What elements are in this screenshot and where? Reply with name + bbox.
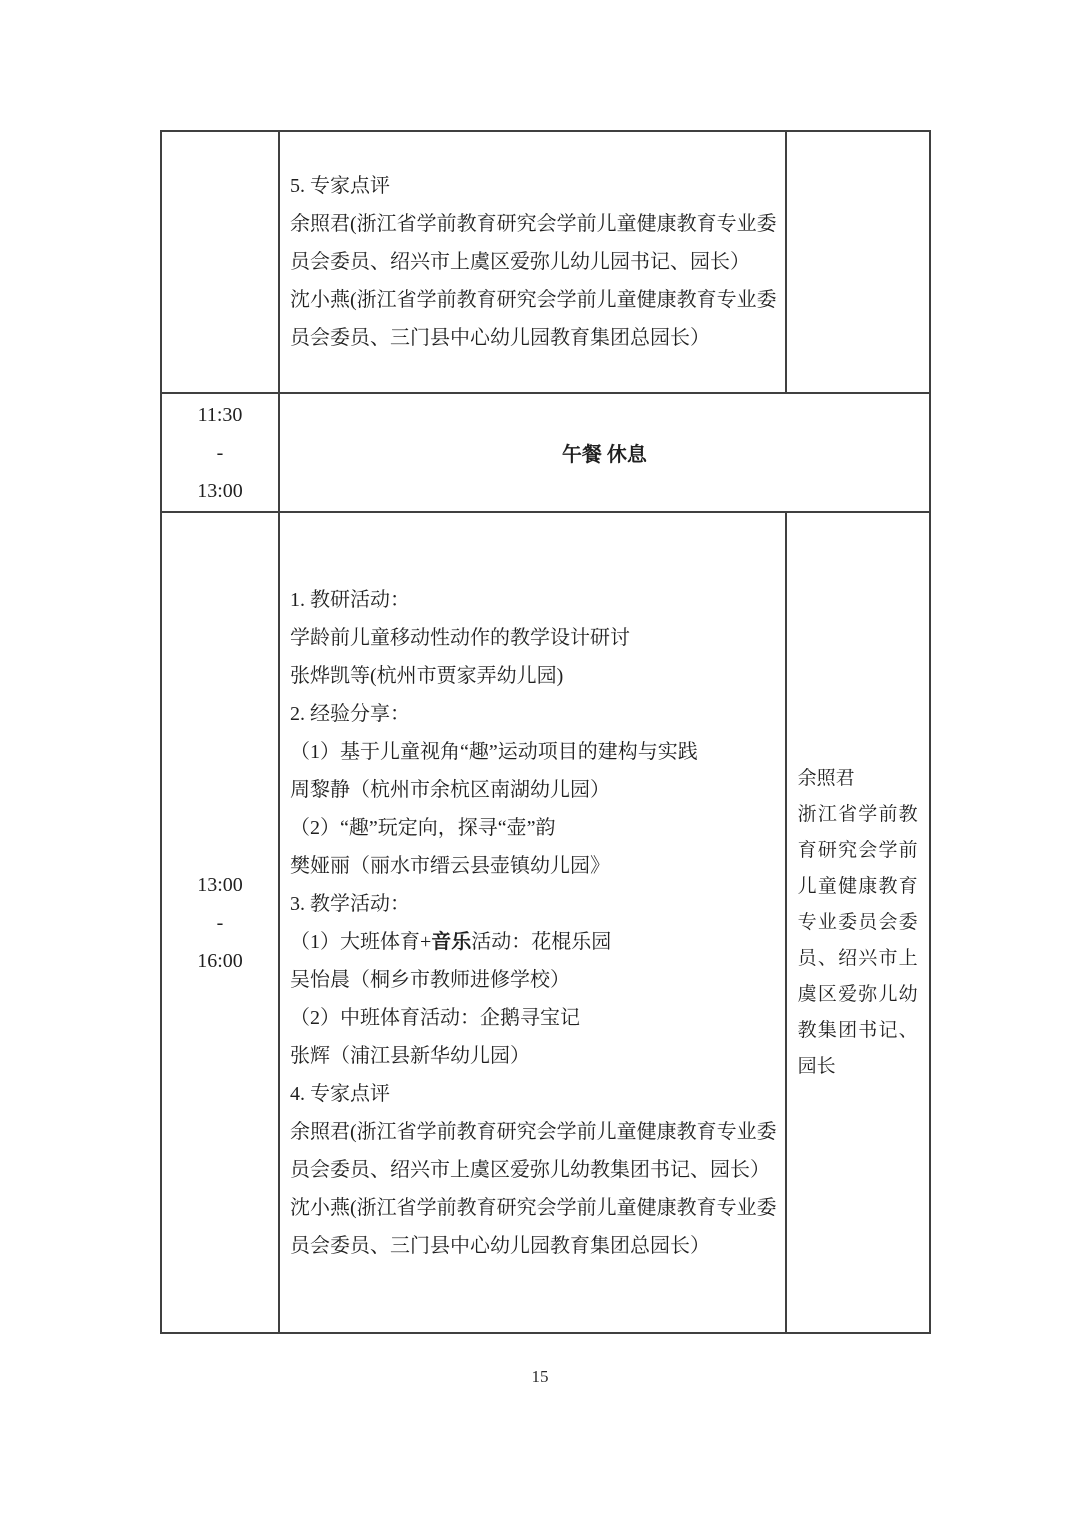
agenda-line: 余照君(浙江省学前教育研究会学前儿童健康教育专业委 [290, 213, 777, 235]
agenda-line: 1. 教研活动： [290, 588, 410, 611]
time-end: 13:00 [197, 479, 243, 502]
page-number: 15 [531, 1367, 549, 1386]
agenda-line: 周黎静（杭州市余杭区南湖幼儿园） [290, 778, 610, 801]
expert-cell-afternoon [786, 512, 930, 1333]
table-row-lunch [161, 393, 930, 512]
table-row-afternoon [161, 512, 930, 1333]
time-start: 11:30 [197, 403, 243, 426]
agenda-line: 2. 经验分享： [290, 702, 410, 725]
agenda-line: 员会委员、三门县中心幼儿园教育集团总园长） [290, 327, 710, 349]
expert-desc-line: 虞区爱弥儿幼 [797, 983, 918, 1005]
expert-desc-line: 专业委员会委 [797, 911, 918, 933]
agenda-line: 余照君(浙江省学前教育研究会学前儿童健康教育专业委 [290, 1120, 777, 1143]
schedule-table [160, 130, 931, 1334]
agenda-line: 沈小燕(浙江省学前教育研究会学前儿童健康教育专业委 [290, 289, 777, 311]
agenda-line-post: 活动：花棍乐园 [471, 930, 612, 953]
agenda-line: 张辉（浦江县新华幼儿园） [290, 1044, 530, 1067]
agenda-line: 3. 教学活动： [290, 892, 410, 915]
agenda-line-with-bold [290, 923, 777, 961]
time-cell-empty [161, 131, 279, 393]
lunch-label: 午餐 休息 [561, 444, 647, 466]
time-cell-lunch [161, 393, 279, 512]
expert-desc-line: 浙江省学前教 [797, 803, 918, 825]
agenda-line: 员会委员、绍兴市上虞区爱弥儿幼儿园书记、园长） [290, 251, 750, 273]
expert-desc-line: 儿童健康教育 [797, 875, 918, 897]
agenda-line: （2）中班体育活动：企鹅寻宝记 [290, 1006, 580, 1029]
time-start: 13:00 [197, 873, 243, 896]
agenda-line: （1）基于儿童视角“趣”运动项目的建构与实践 [290, 740, 698, 763]
agenda-line: 张烨凯等(杭州市贾家弄幼儿园) [290, 664, 564, 687]
expert-cell-empty [786, 131, 930, 393]
agenda-line: 樊娅丽（丽水市缙云县壶镇幼儿园》 [290, 854, 610, 877]
time-cell-afternoon [161, 512, 279, 1333]
time-dash: - [216, 441, 224, 464]
agenda-line: 沈小燕(浙江省学前教育研究会学前儿童健康教育专业委 [290, 1196, 777, 1219]
agenda-line: 5. 专家点评 [290, 175, 390, 197]
expert-desc-line: 员、绍兴市上 [797, 947, 918, 969]
expert-desc-line: 园长 [797, 1055, 836, 1077]
agenda-line: （2）“趣”玩定向，探寻“壶”韵 [290, 816, 556, 839]
expert-name: 余照君 [797, 767, 855, 789]
content-cell-expert-review [279, 131, 786, 393]
time-end: 16:00 [197, 949, 243, 972]
agenda-line: 学龄前儿童移动性动作的教学设计研讨 [290, 626, 630, 649]
time-dash: - [216, 911, 224, 934]
agenda-line: 4. 专家点评 [290, 1082, 390, 1105]
table-row-continued [161, 131, 930, 393]
expert-desc-line: 教集团书记、 [797, 1019, 918, 1041]
agenda-line-bold: 音乐 [431, 930, 472, 953]
agenda-line: 员会委员、三门县中心幼儿园教育集团总园长） [290, 1234, 710, 1257]
lunch-label-cell [279, 393, 930, 512]
content-cell-afternoon [279, 512, 786, 1333]
agenda-line: 吴怡晨（桐乡市教师进修学校） [290, 968, 570, 991]
agenda-line-pre: （1）大班体育+ [290, 930, 432, 953]
agenda-line: 员会委员、绍兴市上虞区爱弥儿幼教集团书记、园长） [290, 1158, 770, 1181]
expert-desc-line: 育研究会学前 [797, 839, 918, 861]
